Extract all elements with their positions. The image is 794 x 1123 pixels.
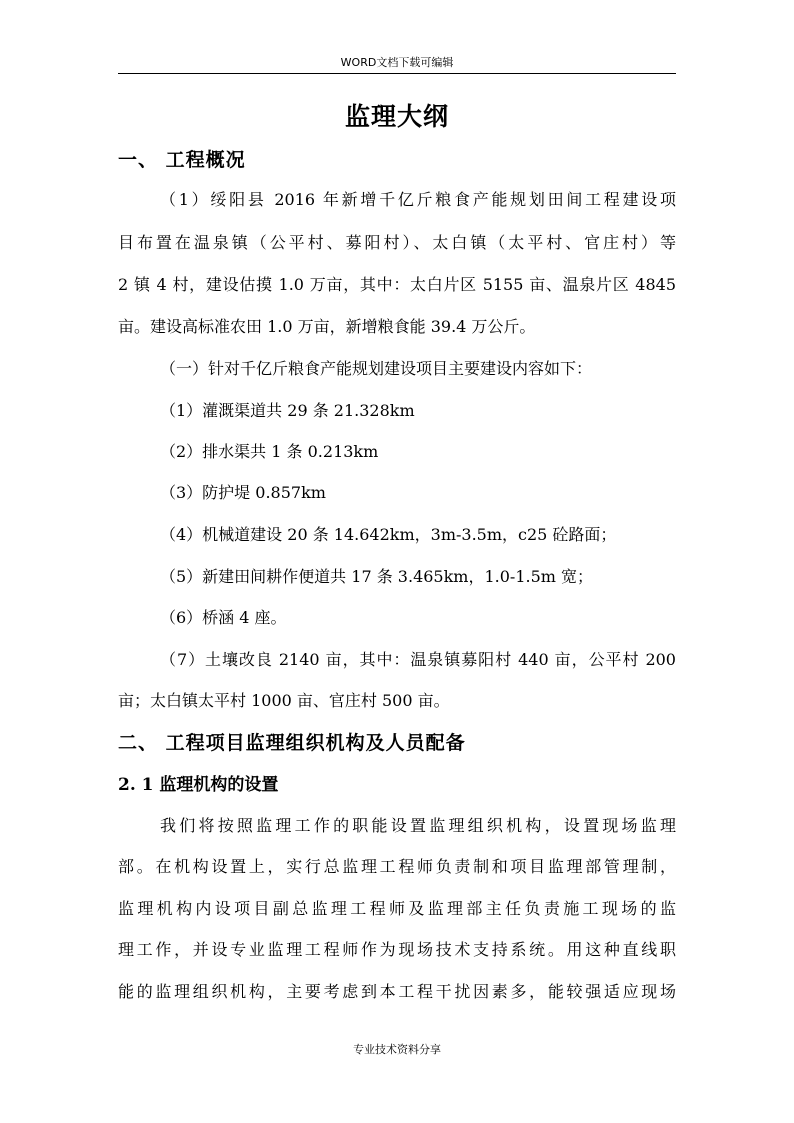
list-item-3: （3）防护堤 0.857km — [160, 483, 326, 502]
document-title: 监理大纲 — [344, 102, 449, 131]
paragraph-2-line-2: 部。在机构设置上，实行总监理工程师负责制和项目监理部管理制， — [118, 857, 676, 876]
list-item-2: （2）排水渠共 1 条 0.213km — [160, 442, 379, 461]
section-1-heading: 一、 工程概况 — [118, 149, 246, 171]
page-footer-text: 专业技术资料分享 — [353, 1043, 441, 1056]
list-item-4: （4）机械道建设 20 条 14.642km，3m-3.5m，c25 砼路面； — [160, 525, 617, 544]
paragraph-1-line-1: （1）绥阳县 2016 年新增千亿斤粮食产能规划田间工程建设项 — [160, 190, 676, 209]
header-divider — [118, 73, 676, 74]
list-item-7-line-2: 亩；太白镇太平村 1000 亩、官庄村 500 亩。 — [118, 691, 450, 710]
paragraph-1-line-2: 目布置在温泉镇（公平村、募阳村）、太白镇（太平村、官庄村）等 — [118, 233, 676, 252]
section-2-heading: 二、 工程项目监理组织机构及人员配备 — [118, 732, 466, 754]
paragraph-1-line-4: 亩。建设高标准农田 1.0 万亩，新增粮食能 39.4 万公斤。 — [118, 317, 536, 336]
list-item-1: （1）灌溉渠道共 29 条 21.328km — [160, 401, 415, 420]
construction-intro: （一）针对千亿斤粮食产能规划建设项目主要建设内容如下： — [160, 359, 593, 378]
list-item-7-line-1: （7）土壤改良 2140 亩，其中：温泉镇募阳村 440 亩，公平村 200 — [160, 650, 676, 669]
subsection-2-1-heading: 2. 1 监理机构的设置 — [118, 775, 279, 795]
paragraph-2-line-4: 理工作，并设专业监理工程师作为现场技术支持系统。用这种直线职 — [118, 940, 676, 959]
list-item-6: （6）桥涵 4 座。 — [160, 608, 287, 627]
paragraph-2-line-3: 监理机构内设项目副总监理工程师及监理部主任负责施工现场的监 — [118, 899, 676, 918]
page-header-text: WORD文档下载可编辑 — [340, 56, 454, 69]
paragraph-2-line-1: 我们将按照监理工作的职能设置监理组织机构，设置现场监理 — [160, 816, 676, 835]
list-item-5: （5）新建田间耕作便道共 17 条 3.465km，1.0-1.5m 宽； — [160, 567, 594, 586]
paragraph-2-line-5: 能的监理组织机构，主要考虑到本工程干扰因素多，能较强适应现场 — [118, 982, 676, 1001]
paragraph-1-line-3: 2 镇 4 村，建设估摸 1.0 万亩，其中：太白片区 5155 亩、温泉片区 4845 — [118, 275, 676, 294]
